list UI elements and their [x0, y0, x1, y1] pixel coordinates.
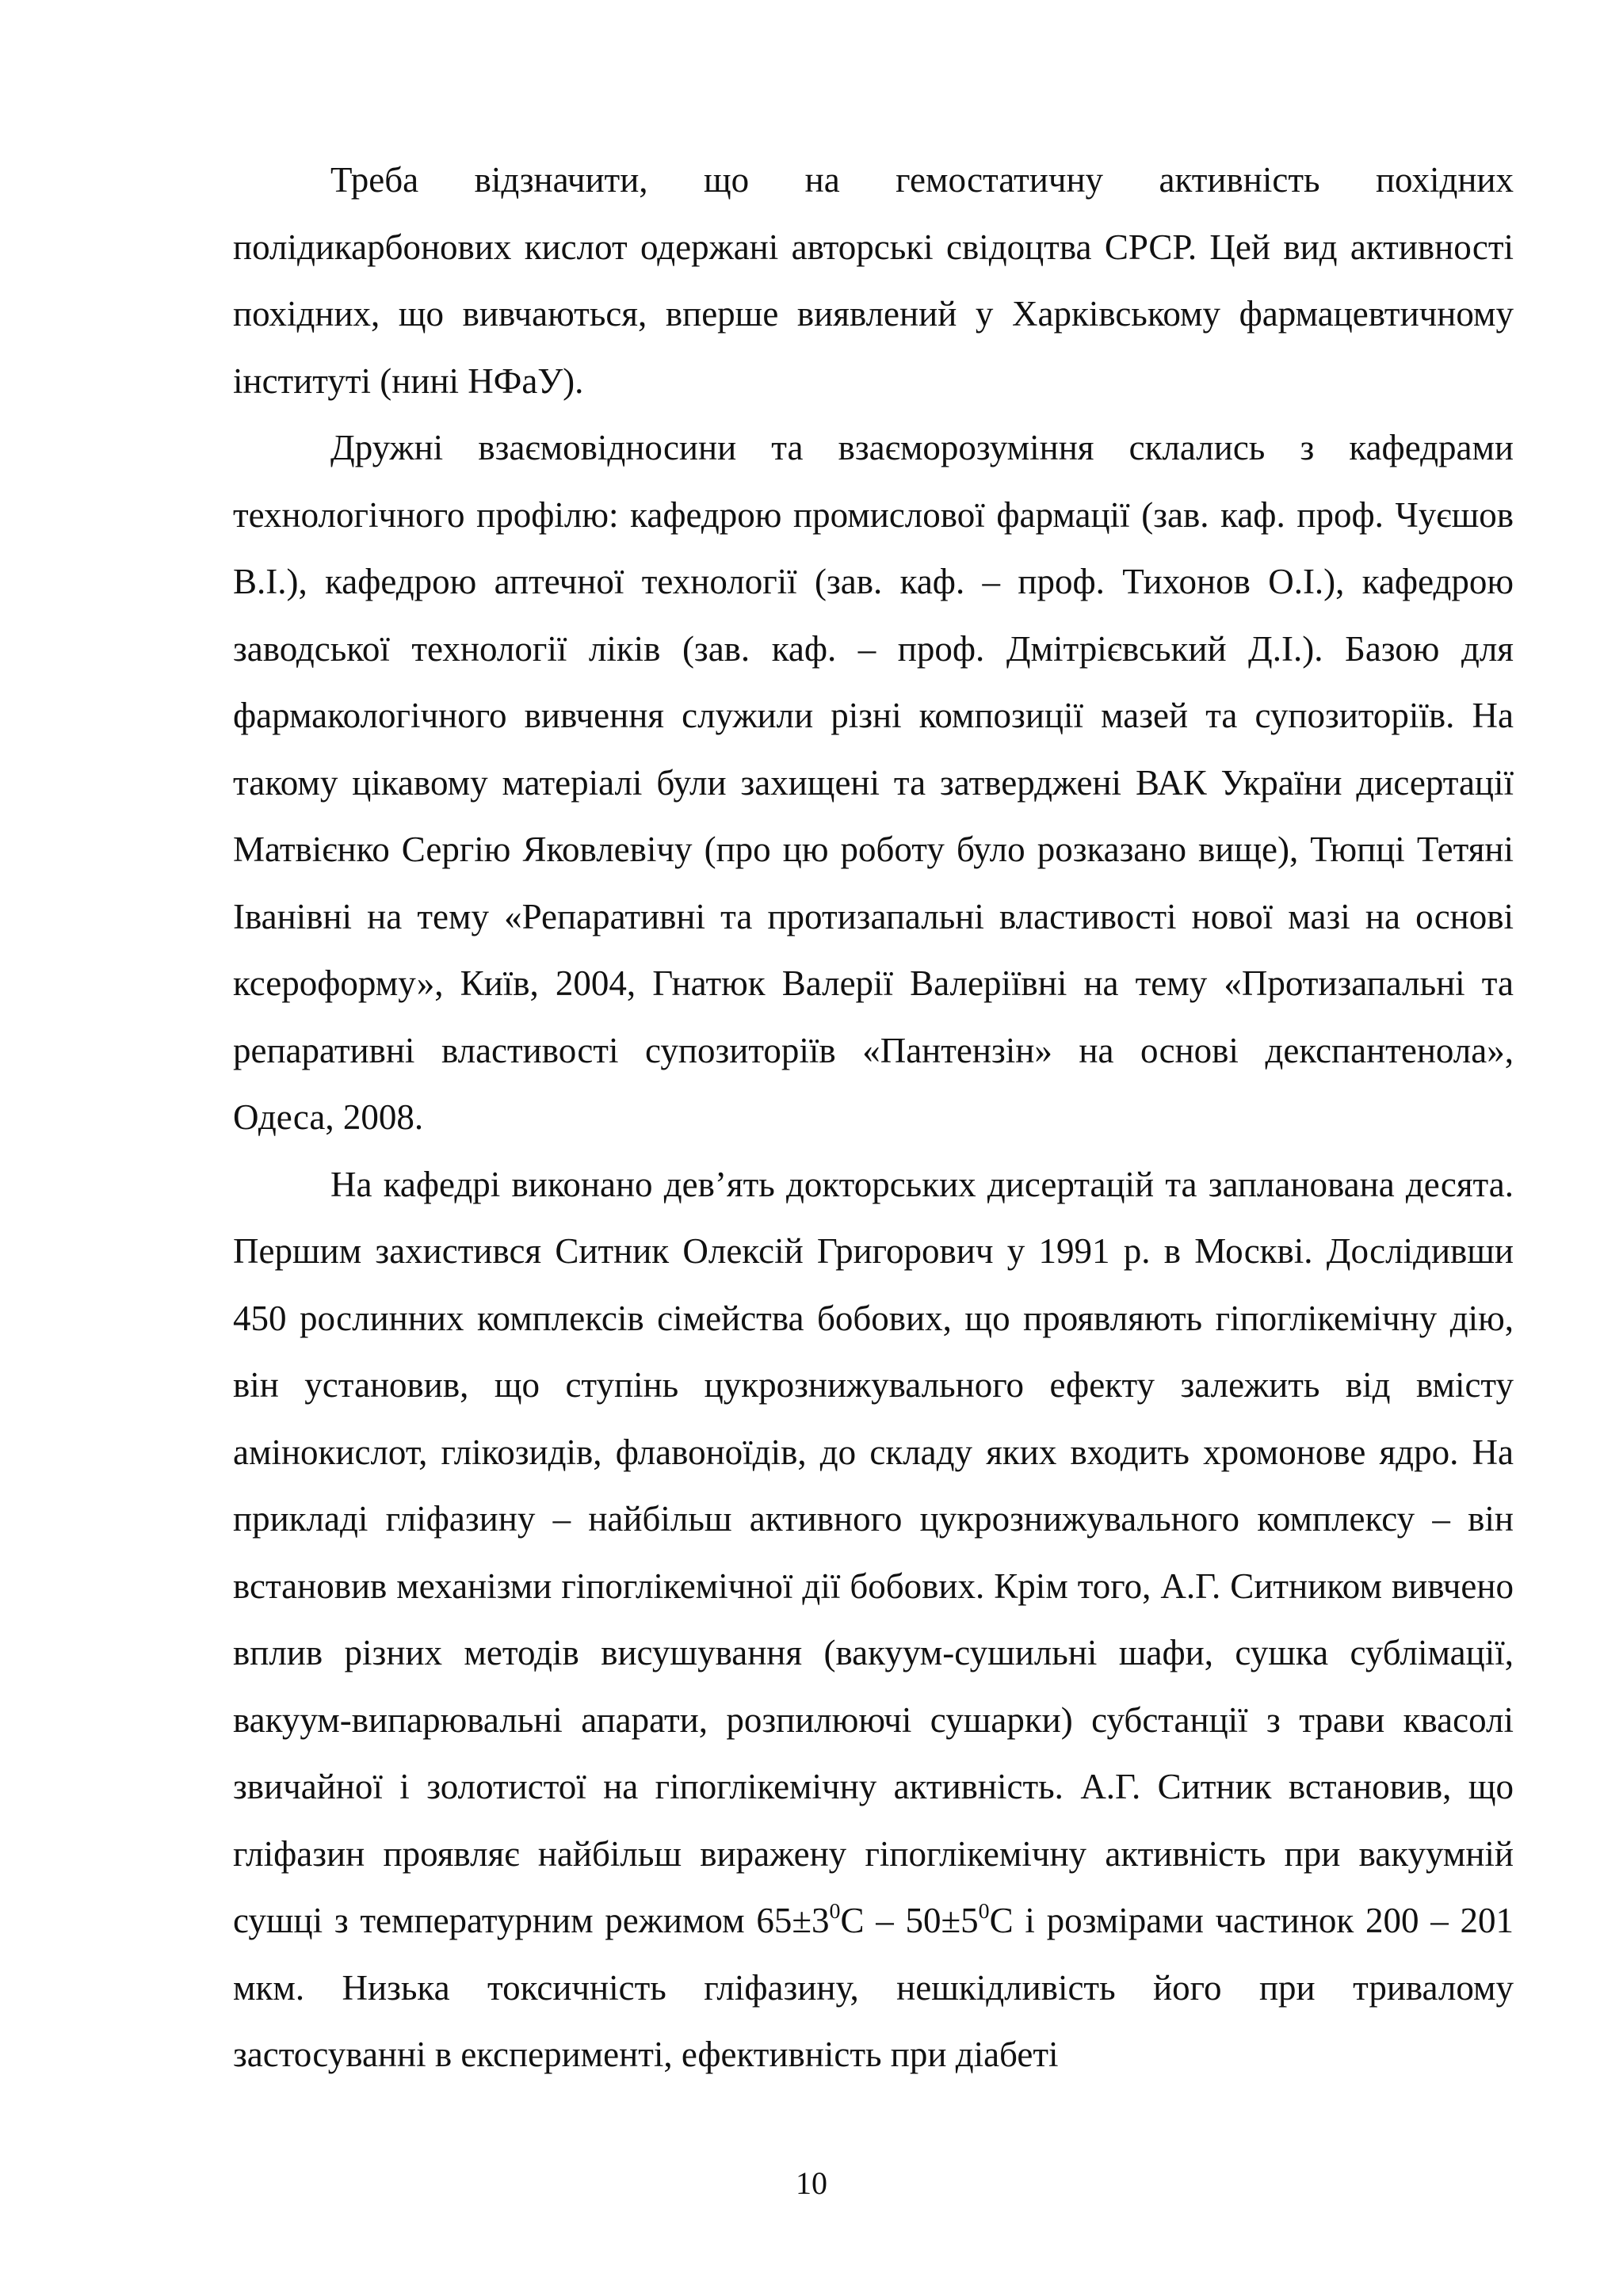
- temperature-range: C – 50±5: [840, 1901, 979, 1940]
- page-number: 10: [796, 2165, 827, 2201]
- body-text: [233, 147, 1514, 2088]
- paragraph-tail: і розмірами частинок 200 – 201 мкм. Низька токсичність гліфазину, нешкідливість його при тривалому застосуванні в експерименті, ефективність при діабеті: [233, 1901, 1514, 2074]
- temperature-start: 65±3: [756, 1901, 830, 1940]
- temperature-unit: C: [989, 1901, 1014, 1940]
- degree-superscript: 0: [978, 1898, 990, 1924]
- paragraph: Дружні взаємовідносини та взаєморозуміння склались з кафедрами технологічного профілю: кафедрою промислової фармації (зав. каф. проф. Чуєшов В.І.), кафедрою аптечної технології (зав. каф. – проф. Тихонов О.І.), кафедрою заводської технології ліків (зав. каф. – проф. Дмітрієвський Д.І.). Базою для фармакологічного вивчення служили різні композиції мазей та супозиторіїв. На такому цікавому матеріалі були захищені та затверджені ВАК України дисертації Матвієнко Сергію Яковлевічу (про цю роботу було розказано вище), Тюпці Тетяні Іванівні на тему «Репаративні та протизапальні властивості нової мазі на основі ксероформу», Київ, 2004, Гнатюк Валерії Валеріївні на тему «Протизапальні та репаративні властивості супозиторіїв «Пантензін» на основі декспантенола», Одеса, 2008.: [233, 428, 1514, 1137]
- degree-superscript: 0: [829, 1898, 841, 1924]
- paragraph: [233, 1151, 1514, 2088]
- paragraph: Треба відзначити, що на гемостатичну активність похідних полідикарбонових кислот одержані авторські свідоцтва СРСР. Цей вид активності похідних, що вивчаються, вперше виявлений у Харківському фармацевтичному інституті (нині НФаУ).: [233, 160, 1514, 401]
- paragraph-text: На кафедрі виконано дев’ять докторських дисертацій та запланована десята. Першим захистився Ситник Олексій Григорович у 1991 р. в Москві. Дослідивши 450 рослинних комплексів сімейства бобових, що проявляють гіпоглікемічну дію, він установив, що ступінь цукрознижувального ефекту залежить від вмісту амінокислот, глікозидів, флавоноїдів, до складу яких входить хромонове ядро. На прикладі гліфазину – найбільш активного цукрознижувального комплексу – він встановив механізми гіпоглікемічної дії бобових. Крім того, А.Г. Ситником вивчено вплив різних методів висушування (вакуум-сушильні шафи, сушка сублімації, вакуум-випарювальні апарати, розпилюючі сушарки) субстанції з трави квасолі звичайної і золотистої на гіпоглікемічну активність. А.Г. Ситник встановив, що гліфазин проявляє найбільш виражену гіпоглікемічну активність при вакуумній сушці з температурним режимом: [233, 1164, 1514, 1940]
